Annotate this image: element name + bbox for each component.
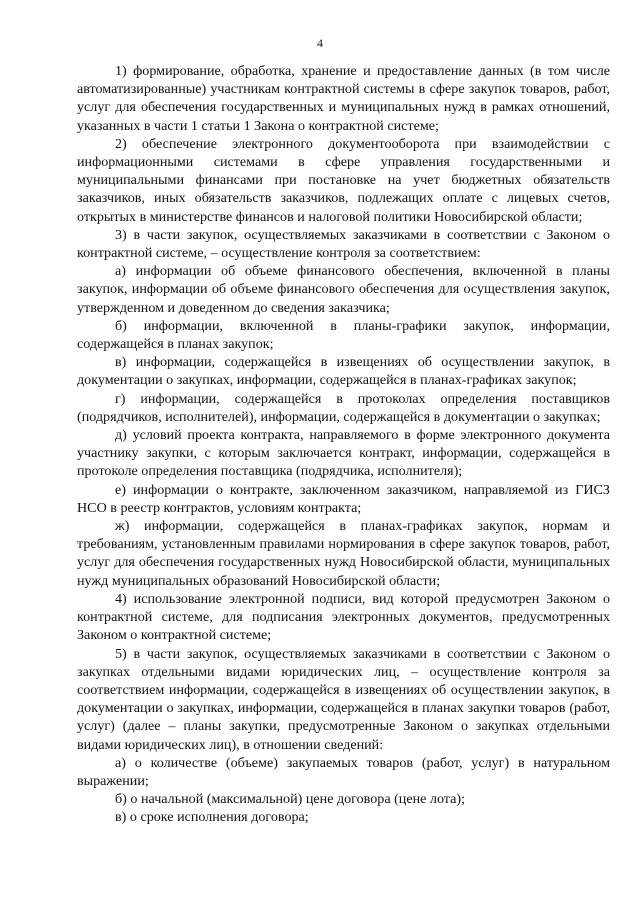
paragraph-subitem-e: е) информации о контракте, заключенном заказчиком, направляемой из ГИСЗ НСО в реестр контрактов, условиям контракта; [77, 481, 610, 516]
document-body [77, 62, 610, 827]
paragraph-subitem-b: б) информации, включенной в планы-графики закупок, информации, содержащейся в планах закупок; [77, 317, 610, 353]
page-number: 4 [317, 36, 323, 50]
paragraph-item-5-subitem-b: б) о начальной (максимальной) цене договора (цене лота); [115, 791, 465, 808]
paragraph-item-5-subitem-a: а) о количестве (объеме) закупаемых товаров (работ, услуг) в натуральном выражении; [77, 754, 610, 789]
paragraph-subitem-g: г) информации, содержащейся в протоколах определения поставщиков (подрядчиков, исполнителей), информации, содержащейся в документации о закупках; [77, 390, 610, 425]
paragraph-subitem-zh: ж) информации, содержащейся в планах-графиках закупок, нормам и требованиям, установленным правилами нормирования в сфере закупок товаров, работ, услуг для обеспечения государственных нужд Новосибирской области, муниципальных нужд муниципальных образований Новосибирской области; [77, 518, 610, 589]
paragraph-subitem-d: д) условий проекта контракта, направляемого в форме электронного документа участнику закупки, с которым заключается контракт, информации, содержащейся в протоколе определения поставщика (подрядчика, исполнителя); [77, 427, 610, 480]
paragraph-item-5-subitem-v: в) о сроке исполнения договора; [115, 809, 309, 826]
paragraph-item-3: 3) в части закупок, осуществляемых заказчиками в соответствии с Законом о контрактной системе, – осуществление контроля за соответствием: [77, 226, 610, 262]
paragraph-subitem-a: а) информации об объеме финансового обеспечения, включенной в планы закупок, информации об объеме финансового обеспечения для осуществления закупок, утвержденном и доведенном до сведения заказчика; [77, 263, 610, 316]
paragraph-item-5: 5) в части закупок, осуществляемых заказчиками в соответствии с Законом о закупках отдельными видами юридических лиц, – осуществление контроля за соответствием информации, содержащейся в извещениях об осуществлении закупок, в документации о закупках, информации, содержащейся в планах закупки товаров (работ, услуг) (далее – планы закупки, предусмотренные Законом о закупках отдельными видами юридических лиц), в отношении сведений: [77, 645, 610, 753]
paragraph-item-2: 2) обеспечение электронного документооборота при взаимодействии с информационными системами в сфере управления государственными и муниципальными финансами при постановке на учет бюджетных обязательств заказчиков, иных обязательств заказчиков, подлежащих оплате с лицевых счетов, открытых в министерстве финансов и налоговой политики Новосибирской области; [77, 135, 610, 225]
paragraph-item-4: 4) использование электронной подписи, вид которой предусмотрен Законом о контрактной системе, для подписания электронных документов, предусмотренных Законом о контрактной системе; [77, 590, 610, 644]
paragraph-item-1: 1) формирование, обработка, хранение и предоставление данных (в том числе автоматизированные) участникам контрактной системы в сфере закупок товаров, работ, услуг для обеспечения государственных и муниципальных нужд в рамках отношений, указанных в части 1 статьи 1 Закона о контрактной системе; [77, 63, 610, 134]
paragraph-subitem-v: в) информации, содержащейся в извещениях об осуществлении закупок, в документации о закупках, информации, содержащейся в планах-графиках закупок; [77, 354, 610, 389]
